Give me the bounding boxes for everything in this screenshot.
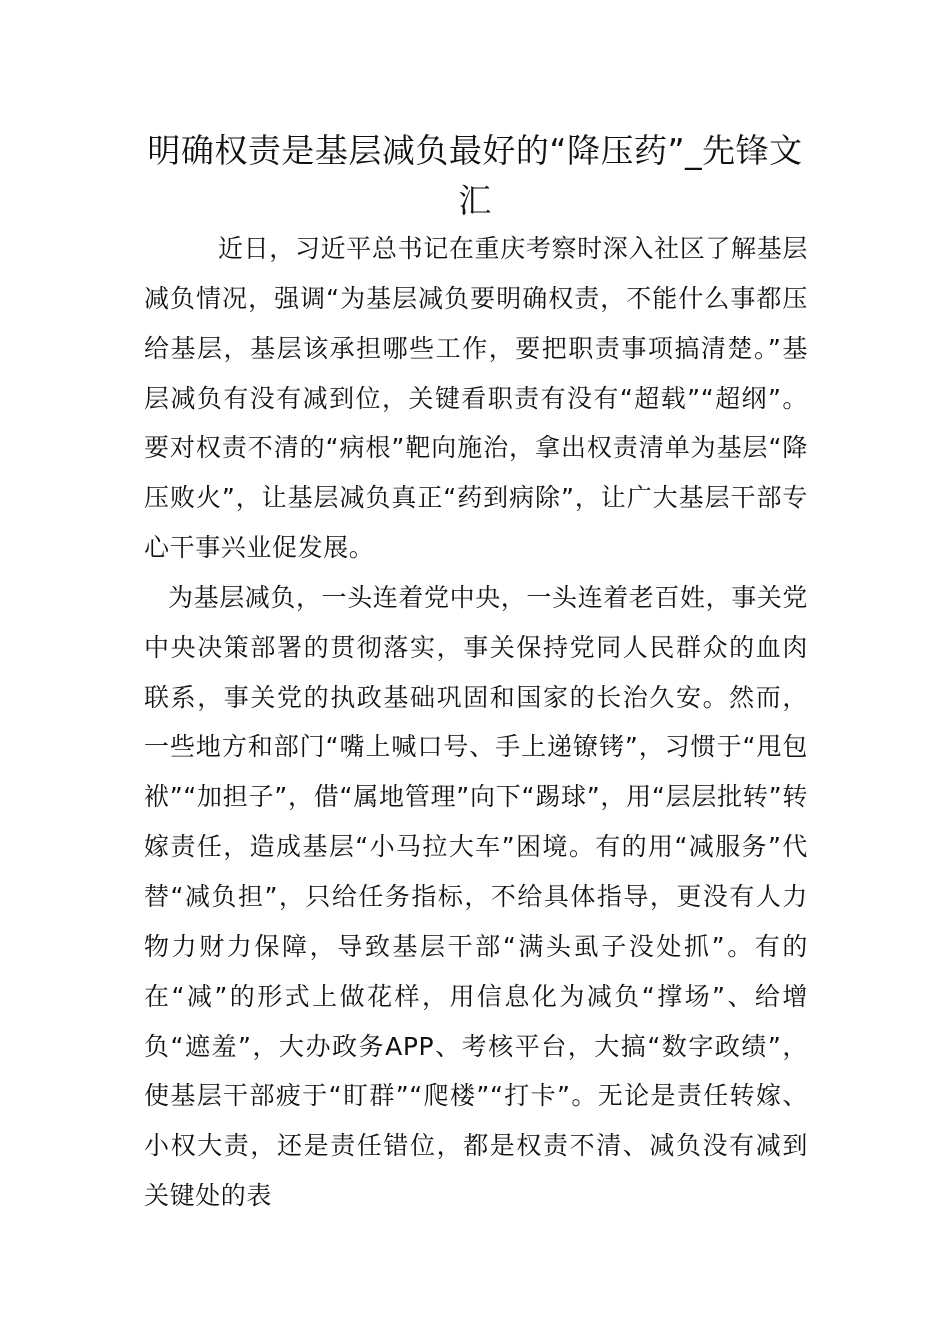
document-title: 明确权责是基层减负最好的“降压药”_先锋文汇 [147,131,803,220]
paragraph-2: 为基层减负，一头连着党中央，一头连着老百姓，事关党中央决策部署的贯彻落实，事关保持党同人民群众的血肉联系，事关党的执政基础巩固和国家的长治久安。然而，一些地方和部门“嘴上喊口号、手上递镣铐”，习惯于“甩包袱”“加担子”，借“属地管理”向下“踢球”，用“层层批转”转嫁责任，造成基层“小马拉大车”困境。有的用“减服务”代替“减负担”，只给任务指标，不给具体指导，更没有人力物力财力保障，导致基层干部“满头虱子没处抓”。有的在“减”的形式上做花样，用信息化为减负“撑场”、给增负“遮羞”，大办政务APP、考核平台，大搞“数字政绩”，使基层干部疲于“盯群”“爬楼”“打卡”。无论是责任转嫁、小权大责，还是责任错位，都是权责不清、减负没有减到关键处的表 [144,582,809,1211]
paragraph-1: 近日，习近平总书记在重庆考察时深入社区了解基层减负情况，强调“为基层减负要明确权责，不能什么事都压给基层，基层该承担哪些工作，要把职责事项搞清楚。”基层减负有没有减到位，关键看职责有没有“超载”“超纲”。要对权责不清的“病根”靶向施治，拿出权责清单为基层“降压败火”，让基层减负真正“药到病除”，让广大基层干部专心干事兴业促发展。 [144,234,808,563]
document-body [144,224,808,1221]
